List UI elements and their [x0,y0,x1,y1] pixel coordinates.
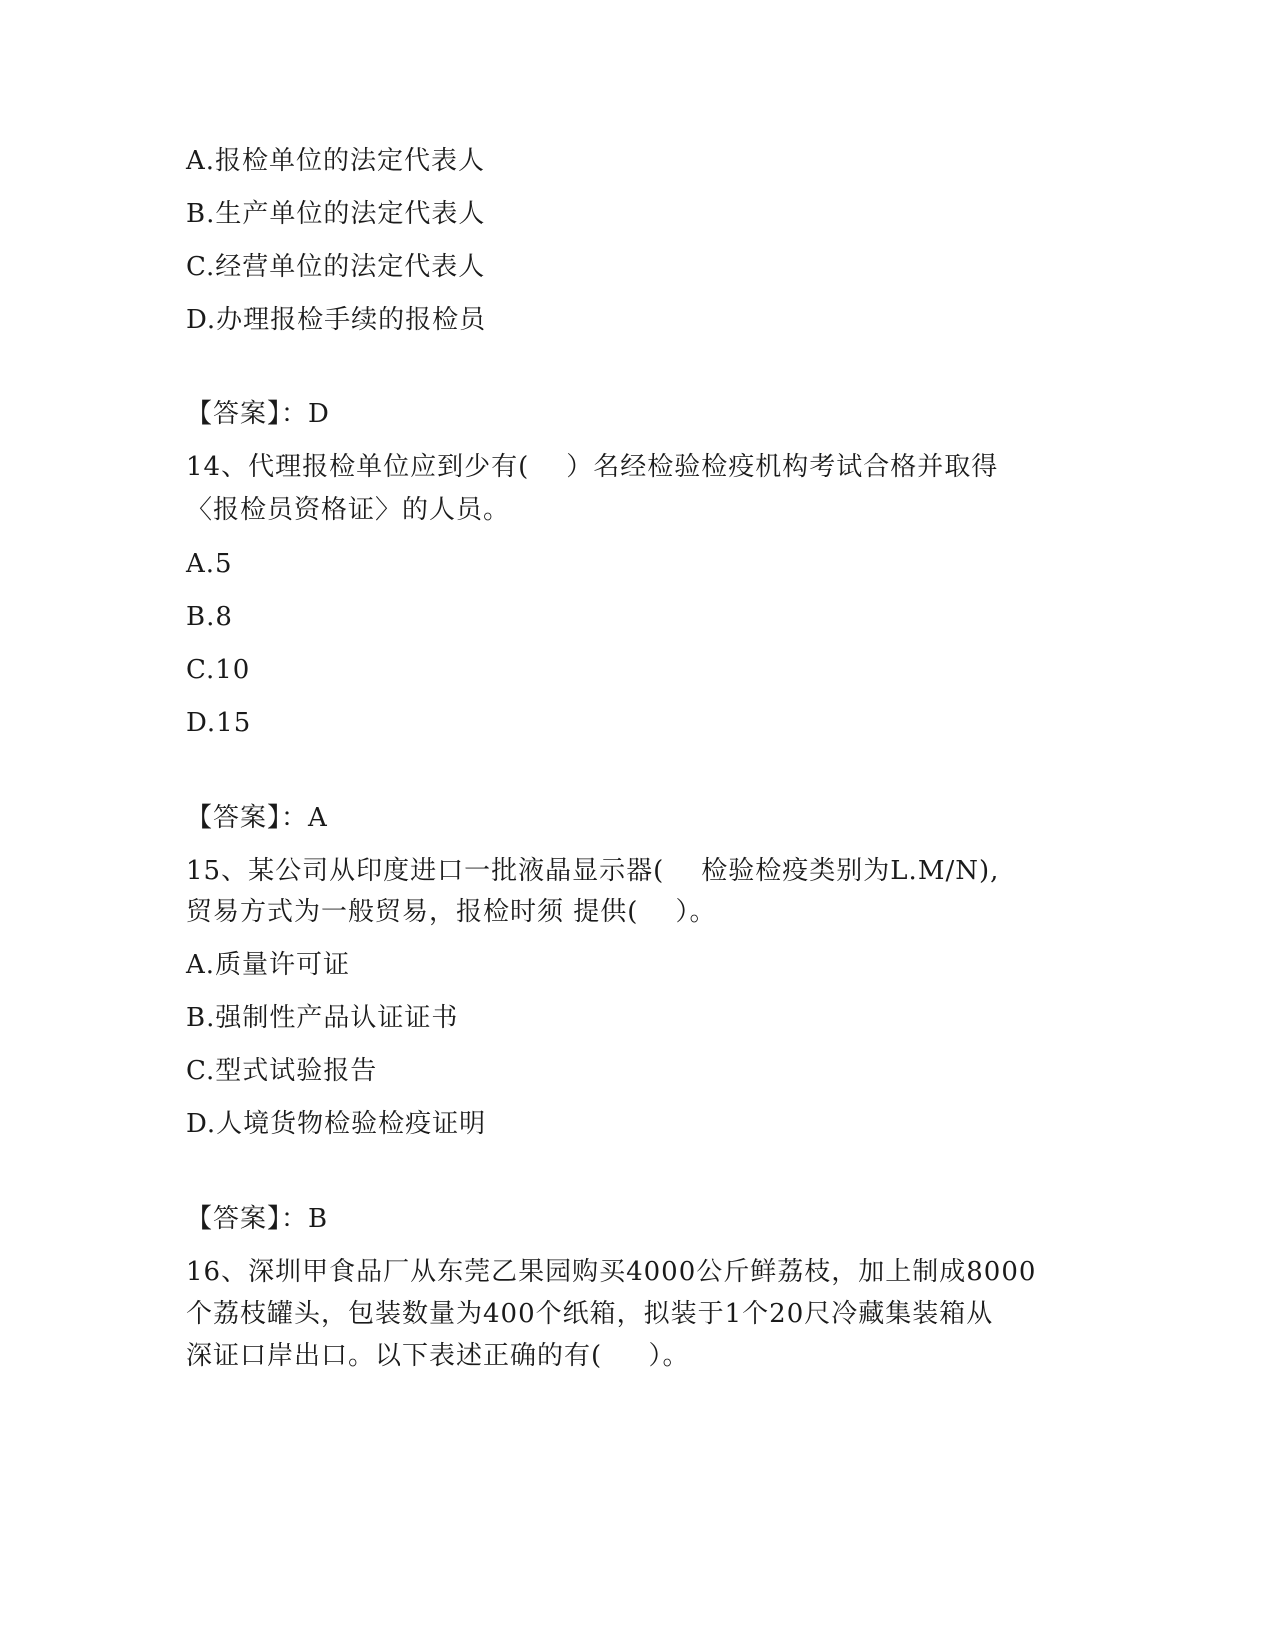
q15-option-a: A.质量许可证 [186,950,351,980]
q13-answer: 【答案】：D [186,399,330,429]
q16-stem-line-2: 个荔枝罐头，包装数量为400个纸箱，拟装于1个20尺冷藏集装箱从 [186,1299,994,1329]
q15-answer: 【答案】：B [186,1204,329,1234]
q14-option-c: C.10 [186,655,251,685]
q15-option-b: B.强制性产品认证证书 [186,1003,459,1033]
q14-answer: 【答案】：A [186,803,328,833]
q15-stem-line-1: 15、某公司从印度进口一批液晶显示器( 检验检疫类别为L.M/N), [186,856,1000,886]
q16-stem-line-3: 深证口岸出口。以下表述正确的有( ）。 [186,1341,690,1371]
q14-stem-line-1: 14、代理报检单位应到少有( ）名经检验检疫机构考试合格并取得 [186,452,999,482]
q13-option-b: B.生产单位的法定代表人 [186,199,486,229]
q15-option-c: C.型式试验报告 [186,1056,378,1086]
q14-option-b: B.8 [186,602,233,632]
q14-option-d: D.15 [186,708,252,738]
q13-option-c: C.经营单位的法定代表人 [186,252,486,282]
q13-option-d: D.办理报检手续的报检员 [186,305,487,335]
q13-option-a: A.报检单位的法定代表人 [186,146,486,176]
q16-stem-line-1: 16、深圳甲食品厂从东莞乙果园购买4000公斤鲜荔枝，加上制成8000 [186,1257,1037,1287]
q14-stem-line-2: 〈报检员资格证〉的人员。 [186,495,511,525]
q15-stem-line-2: 贸易方式为一般贸易，报检时须 提供( ）。 [186,897,717,927]
q15-option-d: D.人境货物检验检疫证明 [186,1109,487,1139]
q14-option-a: A.5 [186,549,233,579]
